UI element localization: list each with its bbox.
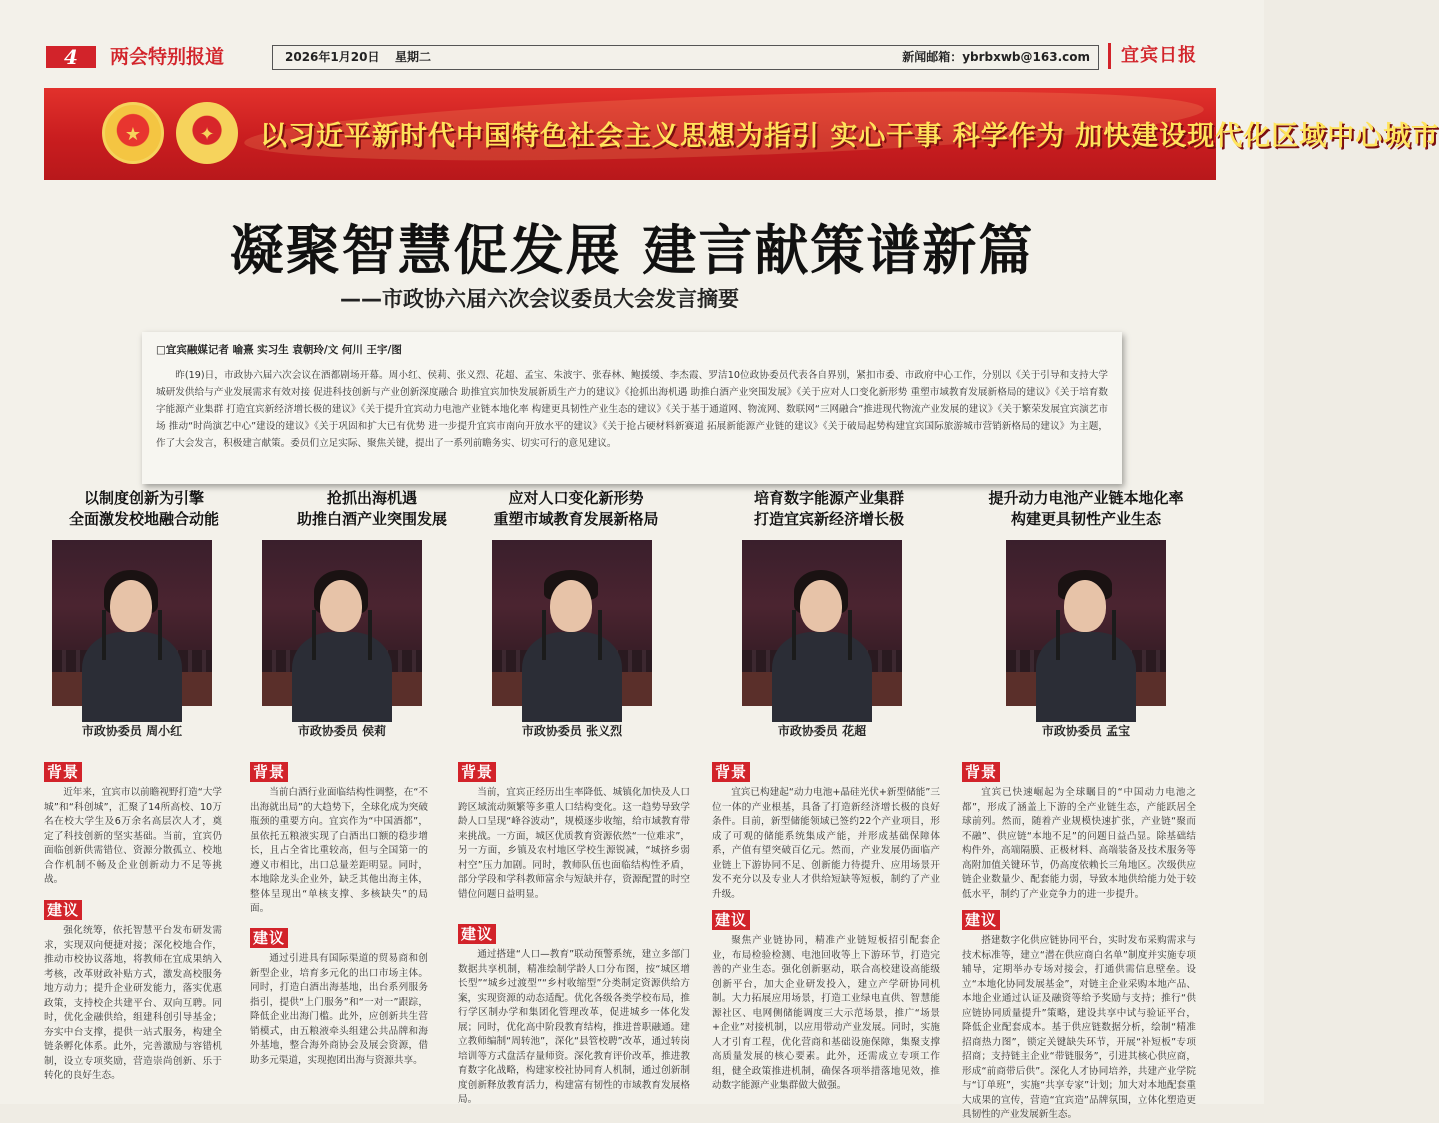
page-number: 4 xyxy=(46,46,96,68)
byline: □宜宾融媒记者 喻熹 实习生 袁朝玲/文 何川 王宇/图 xyxy=(156,344,402,356)
column-2 xyxy=(256,488,488,532)
background-label: 背景 xyxy=(712,762,750,782)
intro-text: 昨(19)日，市政协六届六次会议在酒都剧场开幕。周小红、侯莉、张义烈、花超、孟宝、朱波宇、张春林、鲍援缓、李杰霞、罗洁10位政协委员代表各自界别，紧扣市委、市政府中心工作，分别以《关于引导和支持大学城研发供给与产业发展需求有效对接 促进科技创新与产业创新深度融合 助推宜宾加快发展新质生产力的建议》《抢抓出海机遇 助推白酒产业突围发展》《关于应对人口变化新形势 重塑市域教育发展新格局的建议》《关于培育数字能源产业集群 打造宜宾新经济增长极的建议》《关于提升宜宾动力电池产业链本地化率 构建更具韧性产业生态的建议》《关于基于通道网、物流网、数联网“三网融合”推进现代物流产业发展的建议》《关于繁荣发展宜宾演艺市场 推动“时尚演艺中心”建设的建议》《关于巩固和扩大已有优势 进一步提升宜宾市南向开放水平的建议》《关于抢占硬材料新赛道 拓展新能源产业链的建议》《关于破局起势构建宜宾国际旅游城市营销新格局的建议》为主题，作了大会发言，积极建言献策。委员们立足实际、聚焦关键，提出了一系列前瞻务实、切实可行的意见建议。 xyxy=(156,370,1108,449)
suggestion-label: 建议 xyxy=(250,928,288,948)
suggestion-text: 通过引进具有国际渠道的贸易商和创新型企业，培育多元化的出口市场主体。同时，打造白酒出海基地，出台系列服务指引，提供“上门服务”和“一对一”跟踪，降低企业出海门槛。此外，应创新共生营销模式，由五粮液牵头组建公共品牌和海外基地，整合海外商协会及展会资源，借助多元渠道，实现抱团出海与资源共享。 xyxy=(250,953,428,1066)
column-3 xyxy=(460,488,692,532)
article-title: 凝聚智慧促发展 建言献策谱新篇 xyxy=(229,219,1035,282)
background-text: 宜宾已构建起“动力电池+晶硅光伏+新型储能”三位一体的产业根基，具备了打造新经济增长极的良好条件。目前，新型储能领域已签约22个产业项目，形成了可观的储能系统集成产能，并形成基础保障体系，产值有望突破百亿元。然而，产业发展仍面临产业链上下游协同不足、创新能力待提升、应用场景开发不充分以及专业人才供给短缺等短板，制约了产业升级。 xyxy=(712,787,940,900)
speaker-photo xyxy=(1006,540,1166,706)
column-heading: 提升动力电池产业链本地化率 构建更具韧性产业生态 xyxy=(988,489,1184,528)
column-1 xyxy=(28,488,260,532)
issue-date: 2026年1月20日 xyxy=(285,50,380,64)
suggestion-label: 建议 xyxy=(712,910,750,930)
slogan-banner xyxy=(44,88,1439,180)
background-text: 宜宾已快速崛起为全球瞩目的“中国动力电池之都”，形成了涵盖上下游的全产业链生态，产能跃居全球前列。然而，随着产业规模快速扩张，产业链“聚而不融”、供应链“本地不足”的问题日益凸显。除基础结构件外，高端隔膜、正极材料、高端装备及技术服务等高附加值关键环节，仍高度依赖长三角地区。次级供应链企业数量少、配套能力弱，导致本地供给能力处于较低水平，制约了产业竞争力的进一步提升。 xyxy=(962,787,1196,900)
column-heading: 应对人口变化新形势 重塑市域教育发展新格局 xyxy=(493,489,659,528)
speaker-photo xyxy=(742,540,902,706)
national-emblem-icon: ★ xyxy=(102,102,164,164)
column-heading: 抢抓出海机遇 助推白酒产业突围发展 xyxy=(296,489,447,528)
background-label: 背景 xyxy=(962,762,1000,782)
speaker-photo xyxy=(492,540,652,706)
speaker-photo xyxy=(52,540,212,706)
cppcc-emblem-icon: ✦ xyxy=(176,102,238,164)
column-heading: 以制度创新为引擎 全面激发校地融合动能 xyxy=(68,489,219,528)
suggestion-text: 强化统筹，依托智慧平台发布研发需求，实现双向便捷对接；深化校地合作，推动市校协议落地，将教师在宜成果纳入考核，改革财政补贴方式，激发高校服务地方动力；提升企业研发能力，落实优惠政策，支持校企共建平台、双向互聘。同时，优化金融供给，组建科创引导基金；夯实中台支撑，提供一站式服务，构建全链条孵化体系。此外，完善激励与容错机制，设立专项奖励，营造崇尚创新、乐于转化的良好生态。 xyxy=(44,925,222,1081)
column-5 xyxy=(970,488,1202,532)
photo-caption: 市政协委员 张义烈 xyxy=(521,724,623,738)
intro-box xyxy=(142,332,1122,484)
newspaper-brand: 宜宾日报 xyxy=(1108,43,1197,69)
speaker-photo xyxy=(262,540,422,706)
photo-caption: 市政协委员 花超 xyxy=(777,724,867,738)
background-label: 背景 xyxy=(250,762,288,782)
article-subtitle: ——市政协六届六次会议委员大会发言摘要 xyxy=(340,287,739,311)
date-bar xyxy=(272,45,1099,70)
background-label: 背景 xyxy=(458,762,496,782)
suggestion-label: 建议 xyxy=(962,910,1000,930)
photo-caption: 市政协委员 孟宝 xyxy=(1041,724,1131,738)
suggestion-text: 搭建数字化供应链协同平台，实时发布采购需求与技术标准等，建立“潜在供应商白名单”制度并实施专项辅导，定期举办专场对接会，打通供需信息壁垒。设立“本地化协同发展基金”，对链主企业采购本地产品、本地企业通过认证及融资等给予奖励与支持；推行“供应链协同质量提升”策略，建设共享中试与验证平台，降低企业配套成本。基于供应链数据分析，绘制“精准招商热力图”，锁定关键缺失环节，开展“补短板”专项招商；支持链主企业“带链服务”，引进其核心供应商，形成“前商带后供”。深化人才协同培养，共建产业学院与“订单班”，实施“共享专家”计划；加大对本地配套重大成果的宣传，营造“宜宾造”品牌氛围，立体化塑造更具韧性的产业发展新生态。 xyxy=(962,935,1196,1120)
column-heading: 培育数字能源产业集群 打造宜宾新经济增长极 xyxy=(753,489,904,528)
photo-caption: 市政协委员 周小红 xyxy=(81,724,183,738)
section-name: 两会特别报道 xyxy=(110,46,225,68)
suggestion-label: 建议 xyxy=(458,924,496,944)
column-4 xyxy=(713,488,945,532)
background-text: 当前白酒行业面临结构性调整，在“不出海就出局”的大趋势下，全球化成为突破瓶颈的重要方向。宜宾作为“中国酒都”，虽依托五粮液实现了白酒出口额的稳步增长，且占全省比重较高，但与全国第一的遵义市相比，出口总量差距明显。同时，本地除龙头企业外，缺乏其他出海主体，整体呈现出“单核支撑、多核缺失”的局面。 xyxy=(250,787,428,914)
photo-caption: 市政协委员 侯莉 xyxy=(297,724,387,738)
news-email: 新闻邮箱：ybrbxwb@163.com xyxy=(902,50,1090,64)
background-label: 背景 xyxy=(44,762,82,782)
banner-slogan: 以习近平新时代中国特色社会主义思想为指引 实心干事 科学作为 加快建设现代化区域中心城市 xyxy=(260,121,1439,152)
suggestion-label: 建议 xyxy=(44,900,82,920)
background-text: 近年来，宜宾市以前瞻视野打造“大学城”和“科创城”，汇聚了14所高校、10万名在校大学生及6万余名高层次人才，奠定了科技创新的坚实基础。当前，宜宾仍面临创新供需错位、资源分散孤立、校地合作机制不畅及企业创新动力不足等挑战。 xyxy=(44,787,222,885)
background-text: 当前，宜宾正经历出生率降低、城镇化加快及人口跨区域流动频繁等多重人口结构变化。这一趋势导致学龄人口呈现“峰谷波动”，规模逐步收缩，给市域教育带来挑战。一方面，城区优质教育资源依然“一位难求”，另一方面，乡镇及农村地区学校生源锐减，“城挤乡弱村空”压力加剧。同时，教师队伍也面临结构性矛盾，部分学段和学科教师富余与短缺并存，资源配置的时空错位问题日益明显。 xyxy=(458,787,690,900)
suggestion-text: 聚焦产业链协同，精准产业链短板招引配套企业，布局检验检测、电池回收等上下游环节，打造完善的产业生态。强化创新驱动，联合高校建设高能级创新平台，加大企业研发投入，建立产学研协同机制。大力拓展应用场景，打造工业绿电直供、智慧能源社区、电网侧储能调度三大示范场景，推广“场景+企业”对接机制，以应用带动产业发展。同时，实施人才引育工程，优化营商和基础设施保障，集聚支撑高质量发展的核心要素。此外，还需成立专项工作组，健全政策推进机制，确保各项举措落地见效，推动数字能源产业集群做大做强。 xyxy=(712,935,940,1091)
issue-weekday: 星期二 xyxy=(395,50,432,64)
suggestion-text: 通过搭建“人口—教育”联动预警系统，建立多部门数据共享机制，精准绘制学龄人口分布图，按“城区增长型”“城乡过渡型”“乡村收缩型”分类制定资源供给方案，实现资源的动态适配。优化各级各类学校布局，推行学区制办学和集团化管理改革，促进城乡一体化发展；同时，优化高中阶段教育结构，推进普职融通。建立教师编制“周转池”，深化“县管校聘”改革，通过转岗培训等方式盘活存量师资。深化教育评价改革，推进教育数字化战略，构建家校社协同育人机制，通过创新制度创新释放教育活力，构建富有韧性的市域教育发展格局。 xyxy=(458,949,690,1105)
